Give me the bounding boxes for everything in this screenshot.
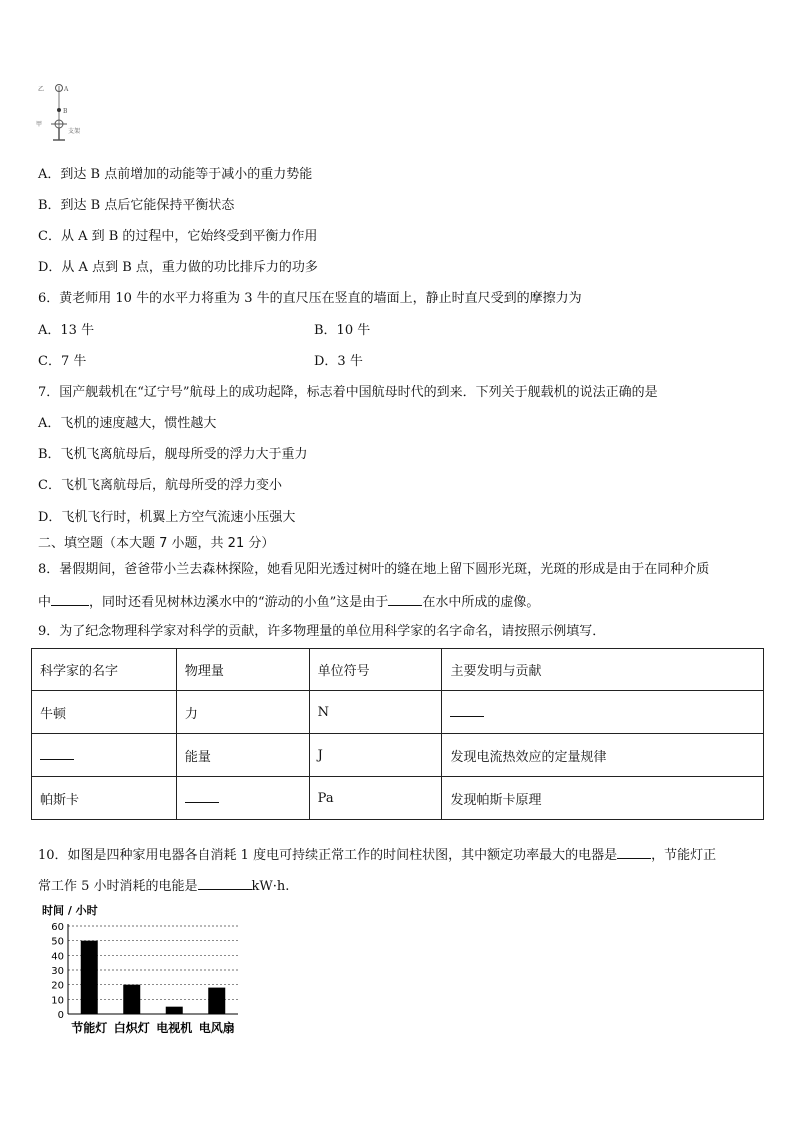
q8-text-a: 中 bbox=[38, 595, 52, 610]
q5-option-a: A．到达 B 点前增加的动能等于减小的重力势能 bbox=[38, 167, 313, 182]
q5-option-b: B．到达 B 点后它能保持平衡状态 bbox=[38, 198, 235, 213]
table-header-row bbox=[32, 649, 764, 691]
magnet-setup-figure bbox=[34, 82, 84, 144]
q10-line2 bbox=[38, 876, 289, 896]
chart-x-tick-label: 电视机 bbox=[156, 1021, 193, 1035]
q7-option-c: C．飞机飞离航母后，航母所受的浮力变小 bbox=[38, 478, 282, 493]
table-header-cell: 物理量 bbox=[176, 649, 309, 691]
table-cell: 发现帕斯卡原理 bbox=[442, 777, 764, 820]
table-row bbox=[32, 691, 764, 734]
q5-option-d: D．从 A 点到 B 点，重力做的功比排斥力的功多 bbox=[38, 260, 318, 275]
chart-bar bbox=[208, 988, 225, 1014]
chart-y-axis-label: 时间 / 小时 bbox=[42, 904, 98, 917]
q8-line1: 8．暑假期间，爸爸带小兰去森林探险，她看见阳光透过树叶的缝在地上留下圆形光斑，光斑的形成是由于在同种介质 bbox=[38, 562, 710, 577]
q9-blank-contribution[interactable] bbox=[450, 703, 484, 717]
q10-blank-2[interactable] bbox=[198, 876, 252, 890]
table-row bbox=[32, 734, 764, 777]
table-cell: 力 bbox=[176, 691, 309, 734]
chart-bar bbox=[123, 985, 140, 1014]
q8-blank-1[interactable] bbox=[51, 592, 89, 606]
q10-text-c: 常工作 5 小时消耗的电能是 bbox=[38, 879, 198, 894]
svg-text:甲: 甲 bbox=[36, 121, 43, 128]
table-cell: 能量 bbox=[176, 734, 309, 777]
q8-text-b: ，同时还看见树林边溪水中的“游动的小鱼”这是由于 bbox=[89, 595, 389, 610]
q7-option-d: D．飞机飞行时，机翼上方空气流速小压强大 bbox=[38, 510, 296, 525]
table-row bbox=[32, 777, 764, 820]
q7-option-a: A．飞机的速度越大，惯性越大 bbox=[38, 416, 217, 431]
table-cell-blank[interactable] bbox=[176, 777, 309, 820]
chart-x-tick-label: 电风扇 bbox=[198, 1021, 235, 1035]
chart-y-tick-label: 60 bbox=[51, 922, 64, 933]
chart-x-tick-label: 白炽灯 bbox=[113, 1021, 150, 1035]
chart-y-tick-label: 10 bbox=[51, 995, 64, 1007]
chart-bar bbox=[166, 1007, 183, 1014]
table-cell-blank[interactable] bbox=[32, 734, 177, 777]
table-header-cell: 主要发明与贡献 bbox=[442, 649, 764, 691]
q9-stem: 9．为了纪念物理科学家对科学的贡献，许多物理量的单位用科学家的名字命名，请按照示例填写． bbox=[38, 624, 606, 639]
q7-stem: 7．国产舰载机在“辽宁号”航母上的成功起降，标志着中国航母时代的到来．下列关于舰载机的说法正确的是 bbox=[38, 385, 658, 400]
chart-y-tick-label: 30 bbox=[51, 966, 64, 977]
q10-line1 bbox=[38, 845, 716, 865]
table-cell: 牛顿 bbox=[32, 691, 177, 734]
q6-option-b: B．10 牛 bbox=[314, 323, 371, 338]
table-header-cell: 科学家的名字 bbox=[32, 649, 177, 691]
q6-stem: 6．黄老师用 10 牛的水平力将重为 3 牛的直尺压在竖直的墙面上，静止时直尺受到的摩擦力为 bbox=[38, 291, 582, 306]
q10-text-b: ，节能灯正 bbox=[651, 848, 717, 863]
figure-label-a: A bbox=[64, 86, 69, 93]
q10-text-d: kW·h. bbox=[251, 879, 290, 894]
q6-option-d: D．3 牛 bbox=[314, 354, 363, 369]
q8-text-c: 在水中所成的虚像。 bbox=[422, 595, 540, 610]
chart-x-tick-label: 节能灯 bbox=[71, 1021, 108, 1035]
q10-blank-1[interactable] bbox=[617, 845, 651, 859]
table-cell: N bbox=[309, 691, 442, 734]
q5-option-c: C．从 A 到 B 的过程中，它始终受到平衡力作用 bbox=[38, 229, 318, 244]
table-header-cell: 单位符号 bbox=[309, 649, 442, 691]
q6-option-c: C．7 牛 bbox=[38, 354, 87, 369]
table-cell: 发现电流热效应的定量规律 bbox=[442, 734, 764, 777]
chart-y-tick-label: 50 bbox=[51, 936, 64, 948]
table-cell: J bbox=[309, 734, 442, 777]
chart-bar bbox=[81, 941, 98, 1014]
q10-text-a: 10．如图是四种家用电器各自消耗 1 度电可持续正常工作的时间柱状图，其中额定功率最大的电器是 bbox=[38, 848, 618, 863]
figure-label-b: B bbox=[63, 108, 68, 115]
table-cell: Pa bbox=[309, 777, 442, 820]
q6-option-a: A．13 牛 bbox=[38, 323, 95, 338]
appliance-time-bar-chart bbox=[40, 902, 250, 1042]
q9-blank-quantity[interactable] bbox=[185, 789, 219, 803]
chart-y-tick-label: 0 bbox=[57, 1010, 64, 1021]
section-fill-in-title: 二、填空题（本大题 7 小题，共 21 分） bbox=[38, 536, 275, 551]
q9-blank-scientist[interactable] bbox=[40, 746, 74, 760]
table-cell-blank[interactable] bbox=[442, 691, 764, 734]
svg-text:乙: 乙 bbox=[38, 86, 45, 93]
figure-label-stand: 支架 bbox=[68, 128, 81, 135]
chart-y-tick-label: 40 bbox=[51, 951, 64, 963]
scientist-table bbox=[31, 648, 764, 820]
q7-option-b: B．飞机飞离航母后，舰母所受的浮力大于重力 bbox=[38, 447, 308, 462]
q8-blank-2[interactable] bbox=[388, 592, 422, 606]
q8-line2 bbox=[38, 592, 539, 612]
chart-y-tick-label: 20 bbox=[51, 980, 64, 992]
table-cell: 帕斯卡 bbox=[32, 777, 177, 820]
